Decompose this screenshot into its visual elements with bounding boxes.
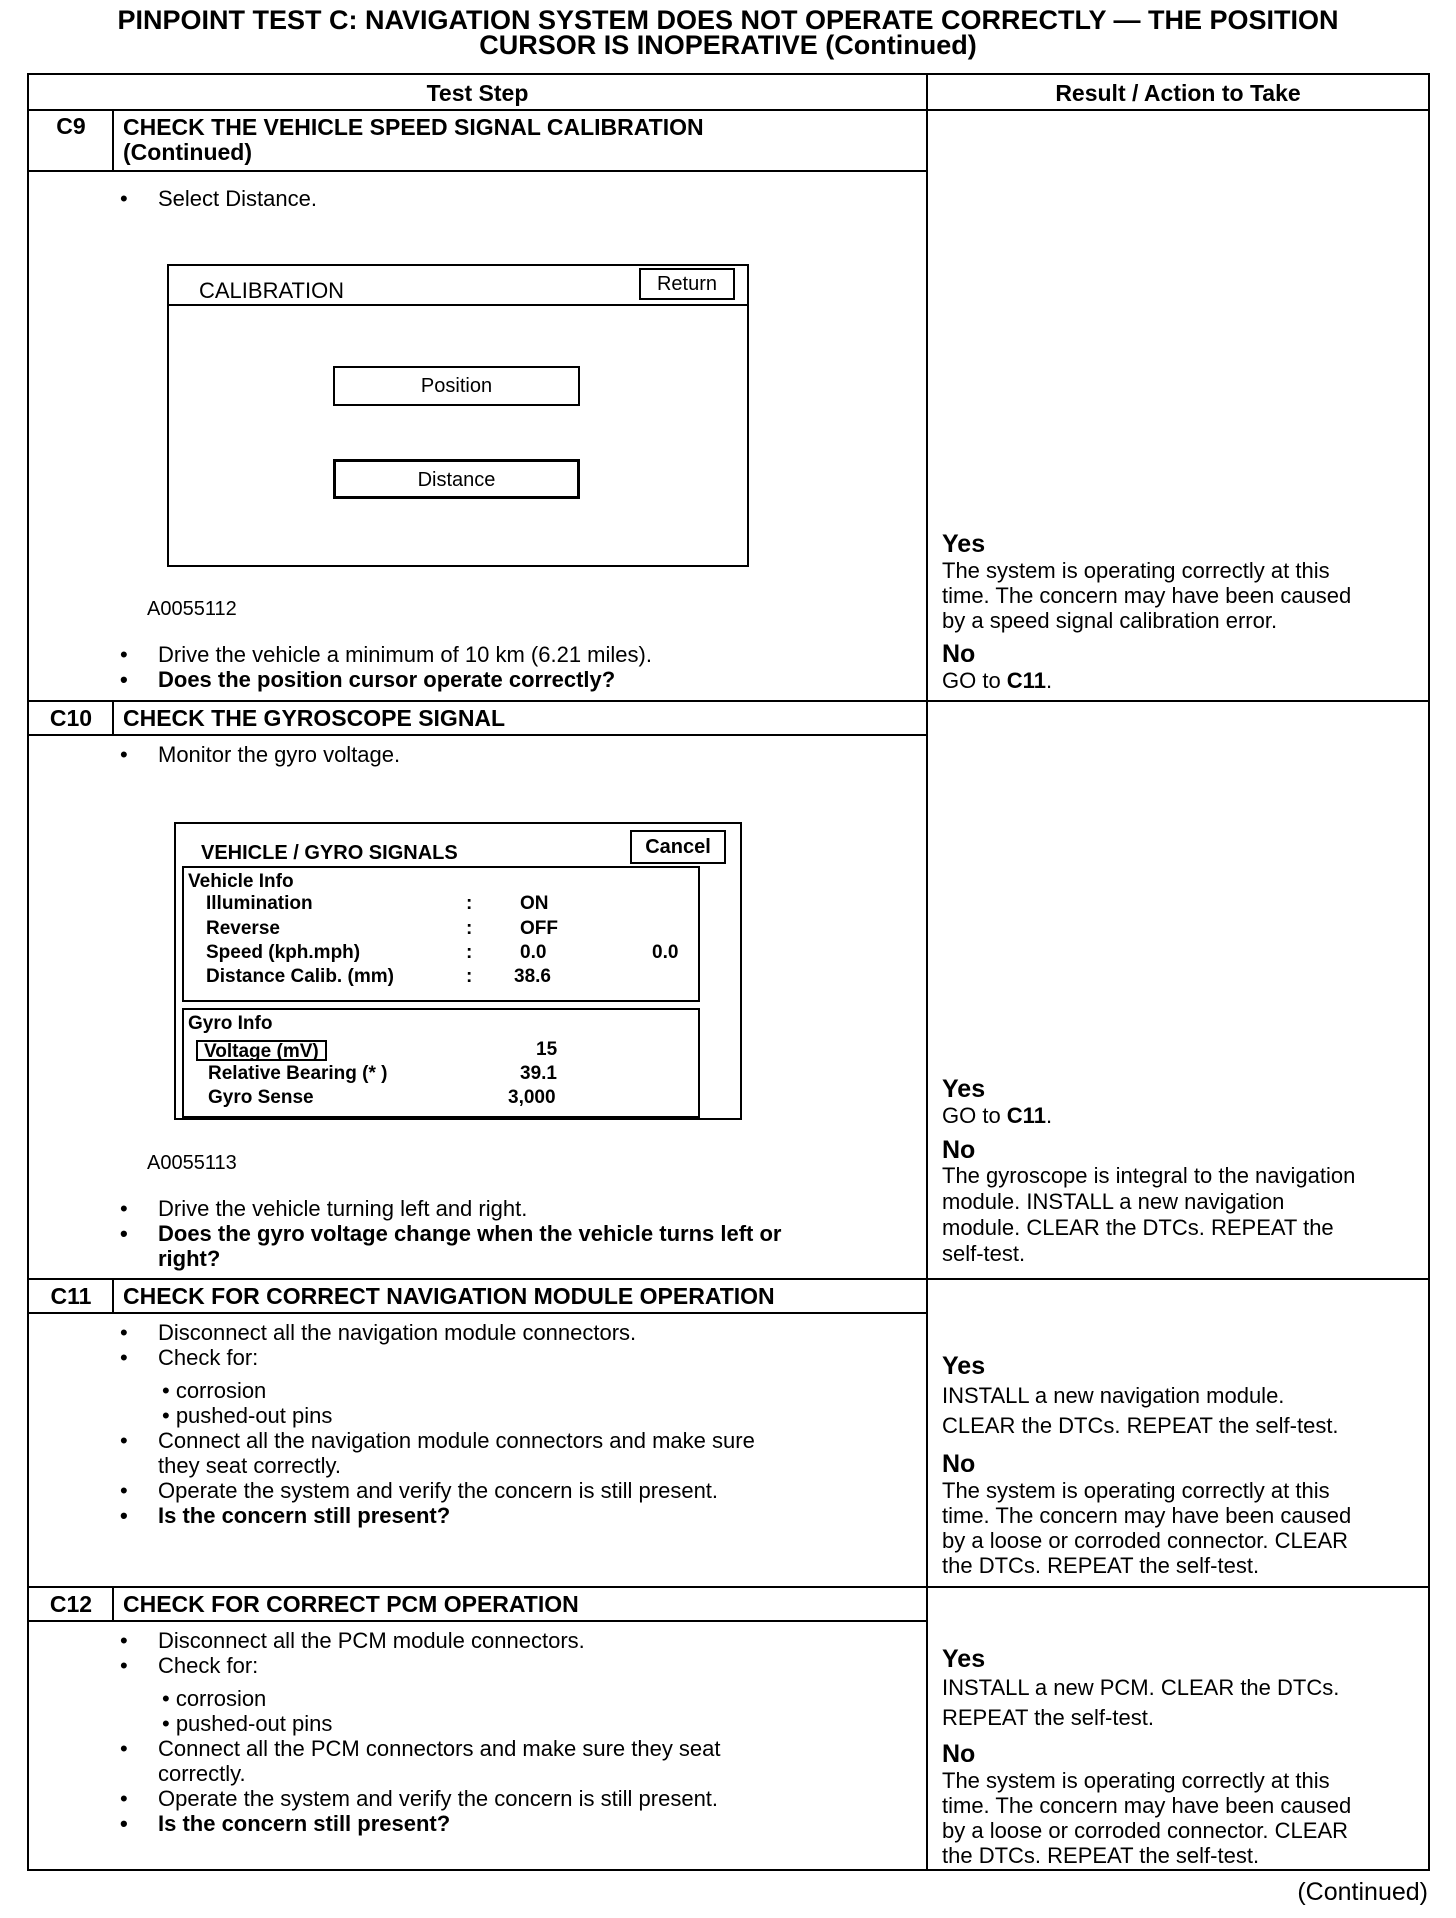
c10-id-divider <box>112 700 114 735</box>
continued-label: (Continued) <box>1297 1878 1428 1906</box>
position-button[interactable]: Position <box>333 366 580 406</box>
bullet: • <box>120 1811 128 1836</box>
gyro-sense-value: 3,000 <box>508 1087 556 1108</box>
c12-step-3-text <box>158 1736 898 1786</box>
c12-no-text <box>942 1768 1432 1868</box>
colon: : <box>466 942 473 963</box>
c9-step-1-text: Select Distance. <box>158 186 317 211</box>
c12-yes-text <box>942 1673 1432 1733</box>
bullet: • <box>120 1503 128 1528</box>
speed-value-mph: 0.0 <box>652 942 679 963</box>
c9-no-label: No <box>942 640 976 668</box>
bullet: • <box>120 1320 128 1345</box>
c12-yes-line-2: REPEAT the self-test. <box>942 1705 1154 1730</box>
c9-step-id: C9 <box>56 113 86 139</box>
c10-step-3-line-1: Does the gyro voltage change when the vehicle turns left or <box>158 1221 782 1246</box>
c11-title-divider <box>27 1312 927 1314</box>
c10-yes-go: GO to <box>942 1103 1007 1128</box>
c12-no-line-1: The system is operating correctly at this <box>942 1768 1330 1793</box>
c11-step-3-text <box>158 1428 898 1478</box>
gyro-screen-title: VEHICLE / GYRO SIGNALS <box>201 842 458 864</box>
c12-step-4-text: Operate the system and verify the concern is still present. <box>158 1786 719 1811</box>
c9-title-divider <box>27 170 927 172</box>
c10-no-label: No <box>942 1136 976 1164</box>
c10-step-id: C10 <box>49 705 93 731</box>
c10-yes-ref: C11 <box>1006 1103 1046 1128</box>
c11-sub-pins: • pushed-out pins <box>162 1403 333 1428</box>
c12-title-divider <box>27 1620 927 1622</box>
c10-title-divider <box>27 734 927 736</box>
c12-yes-line-1: INSTALL a new PCM. CLEAR the DTCs. <box>942 1675 1340 1700</box>
c12-no-label: No <box>942 1740 976 1768</box>
header-test-step: Test Step <box>426 80 529 106</box>
c12-id-divider <box>112 1586 114 1621</box>
bullet: • <box>120 1786 128 1811</box>
bullet: • <box>120 1428 128 1453</box>
colon: : <box>466 918 473 939</box>
c12-step-3-line-2: correctly. <box>158 1761 246 1786</box>
c9-yes-label: Yes <box>942 530 986 558</box>
row-divider-c10 <box>27 700 1430 702</box>
c12-sub-pins: • pushed-out pins <box>162 1711 333 1736</box>
c10-no-line-3: module. CLEAR the DTCs. REPEAT the <box>942 1215 1334 1240</box>
vehicle-info-panel <box>182 866 700 1002</box>
c11-step-5-text: Is the concern still present? <box>158 1503 451 1528</box>
c10-yes-text <box>942 1103 1432 1128</box>
speed-label: Speed (kph.mph) <box>206 942 361 963</box>
vehicle-info-label: Vehicle Info <box>188 871 294 892</box>
c11-no-line-3: by a loose or corroded connector. CLEAR <box>942 1528 1349 1553</box>
c9-id-divider <box>112 109 114 171</box>
reverse-value: OFF <box>520 918 558 939</box>
distance-button[interactable]: Distance <box>333 459 580 499</box>
bullet: • <box>120 1345 128 1370</box>
c9-no-text <box>942 668 1432 693</box>
row-divider-c12 <box>27 1586 1430 1588</box>
c9-step-3-text: Does the position cursor operate correctly? <box>158 667 616 692</box>
bullet: • <box>120 1628 128 1653</box>
header-result: Result / Action to Take <box>1055 80 1301 106</box>
bullet: • <box>120 1196 128 1221</box>
bullet: • <box>120 1221 128 1246</box>
cancel-button[interactable]: Cancel <box>630 830 726 864</box>
c9-no-end: . <box>1045 668 1053 693</box>
colon: : <box>466 966 473 987</box>
c11-no-line-1: The system is operating correctly at this <box>942 1478 1330 1503</box>
c10-no-line-1: The gyroscope is integral to the navigation <box>942 1163 1356 1188</box>
gyro-info-panel <box>182 1008 700 1118</box>
c10-no-text <box>942 1163 1432 1267</box>
c12-no-line-4: the DTCs. REPEAT the self-test. <box>942 1843 1260 1868</box>
gyro-info-label: Gyro Info <box>188 1013 273 1034</box>
c11-no-line-2: time. The concern may have been caused <box>942 1503 1352 1528</box>
c9-yes-line-2: time. The concern may have been caused <box>942 583 1352 608</box>
c9-yes-text <box>942 558 1432 633</box>
c11-id-divider <box>112 1278 114 1313</box>
c10-step-2-text: Drive the vehicle turning left and right. <box>158 1196 528 1221</box>
c11-yes-text <box>942 1381 1432 1441</box>
page-title <box>0 5 1456 60</box>
return-button[interactable]: Return <box>639 268 735 300</box>
gyro-sense-label: Gyro Sense <box>208 1087 314 1108</box>
c12-sub-corrosion: • corrosion <box>162 1686 267 1711</box>
c11-step-id: C11 <box>50 1283 92 1309</box>
title-line-1: PINPOINT TEST C: NAVIGATION SYSTEM DOES NOT OPERATE CORRECTLY — THE POSITION <box>117 5 1339 35</box>
c9-no-ref: C11 <box>1006 668 1046 693</box>
c12-no-line-2: time. The concern may have been caused <box>942 1793 1352 1818</box>
c11-no-label: No <box>942 1450 976 1478</box>
c12-step-3-line-1: Connect all the PCM connectors and make sure they seat <box>158 1736 721 1761</box>
c10-step-3-text <box>158 1221 898 1271</box>
c11-step-3-line-1: Connect all the navigation module connectors and make sure <box>158 1428 755 1453</box>
colon: : <box>466 893 473 914</box>
c9-yes-line-1: The system is operating correctly at this <box>942 558 1330 583</box>
c9-title-line-2: (Continued) <box>123 139 253 165</box>
calibration-screen <box>167 264 749 567</box>
c12-no-line-3: by a loose or corroded connector. CLEAR <box>942 1818 1349 1843</box>
distance-calib-label: Distance Calib. (mm) <box>206 966 394 987</box>
reverse-label: Reverse <box>206 918 280 939</box>
bearing-value: 39.1 <box>520 1063 557 1084</box>
c11-no-text <box>942 1478 1432 1578</box>
illumination-label: Illumination <box>206 893 313 914</box>
c11-no-line-4: the DTCs. REPEAT the self-test. <box>942 1553 1260 1578</box>
voltage-value: 15 <box>536 1039 558 1060</box>
c11-step-3-line-2: they seat correctly. <box>158 1453 341 1478</box>
bearing-label: Relative Bearing (* ) <box>208 1063 388 1084</box>
speed-value: 0.0 <box>520 942 547 963</box>
row-divider-c11 <box>27 1278 1430 1280</box>
c11-yes-label: Yes <box>942 1352 986 1380</box>
c11-step-4-text: Operate the system and verify the concern is still present. <box>158 1478 719 1503</box>
c12-step-5-text: Is the concern still present? <box>158 1811 451 1836</box>
screen-header-divider <box>169 304 747 306</box>
bullet: • <box>120 742 128 767</box>
c9-figure-id: A0055112 <box>147 598 237 620</box>
c12-yes-label: Yes <box>942 1645 986 1673</box>
c9-step-title <box>123 115 923 165</box>
c12-step-title: CHECK FOR CORRECT PCM OPERATION <box>123 1591 579 1617</box>
c10-yes-label: Yes <box>942 1075 986 1103</box>
bullet: • <box>120 1653 128 1678</box>
bullet: • <box>120 667 128 692</box>
distance-calib-value: 38.6 <box>514 966 551 987</box>
title-line-2: CURSOR IS INOPERATIVE (Continued) <box>479 30 977 60</box>
c11-yes-line-1: INSTALL a new navigation module. <box>942 1383 1285 1408</box>
c11-sub-corrosion: • corrosion <box>162 1378 267 1403</box>
c10-step-3-line-2: right? <box>158 1246 221 1271</box>
bullet: • <box>120 642 128 667</box>
header-divider <box>27 109 1430 111</box>
c10-step-title: CHECK THE GYROSCOPE SIGNAL <box>123 705 506 731</box>
c9-title-line-1: CHECK THE VEHICLE SPEED SIGNAL CALIBRATION <box>123 114 704 140</box>
c10-figure-id: A0055113 <box>147 1152 237 1174</box>
c12-step-id: C12 <box>49 1591 93 1617</box>
illumination-value: ON <box>520 893 549 914</box>
gyro-signals-screen <box>174 822 742 1120</box>
bullet: • <box>120 1478 128 1503</box>
c11-step-title: CHECK FOR CORRECT NAVIGATION MODULE OPERATION <box>123 1283 775 1309</box>
calibration-screen-title: CALIBRATION <box>199 278 345 303</box>
c12-step-2-text: Check for: <box>158 1653 259 1678</box>
c9-yes-line-3: by a speed signal calibration error. <box>942 608 1278 633</box>
c10-no-line-4: self-test. <box>942 1241 1026 1266</box>
voltage-label: Voltage (mV) <box>196 1040 327 1061</box>
c11-yes-line-2: CLEAR the DTCs. REPEAT the self-test. <box>942 1413 1339 1438</box>
bullet: • <box>120 1736 128 1761</box>
c10-no-line-2: module. INSTALL a new navigation <box>942 1189 1285 1214</box>
bullet: • <box>120 186 128 211</box>
c10-yes-end: . <box>1045 1103 1053 1128</box>
c9-no-go: GO to <box>942 668 1007 693</box>
c9-step-2-text: Drive the vehicle a minimum of 10 km (6.21 miles). <box>158 642 652 667</box>
c11-step-1-text: Disconnect all the navigation module connectors. <box>158 1320 637 1345</box>
c12-step-1-text: Disconnect all the PCM module connectors. <box>158 1628 585 1653</box>
c11-step-2-text: Check for: <box>158 1345 259 1370</box>
c10-step-1-text: Monitor the gyro voltage. <box>158 742 401 767</box>
column-divider <box>926 73 928 1871</box>
